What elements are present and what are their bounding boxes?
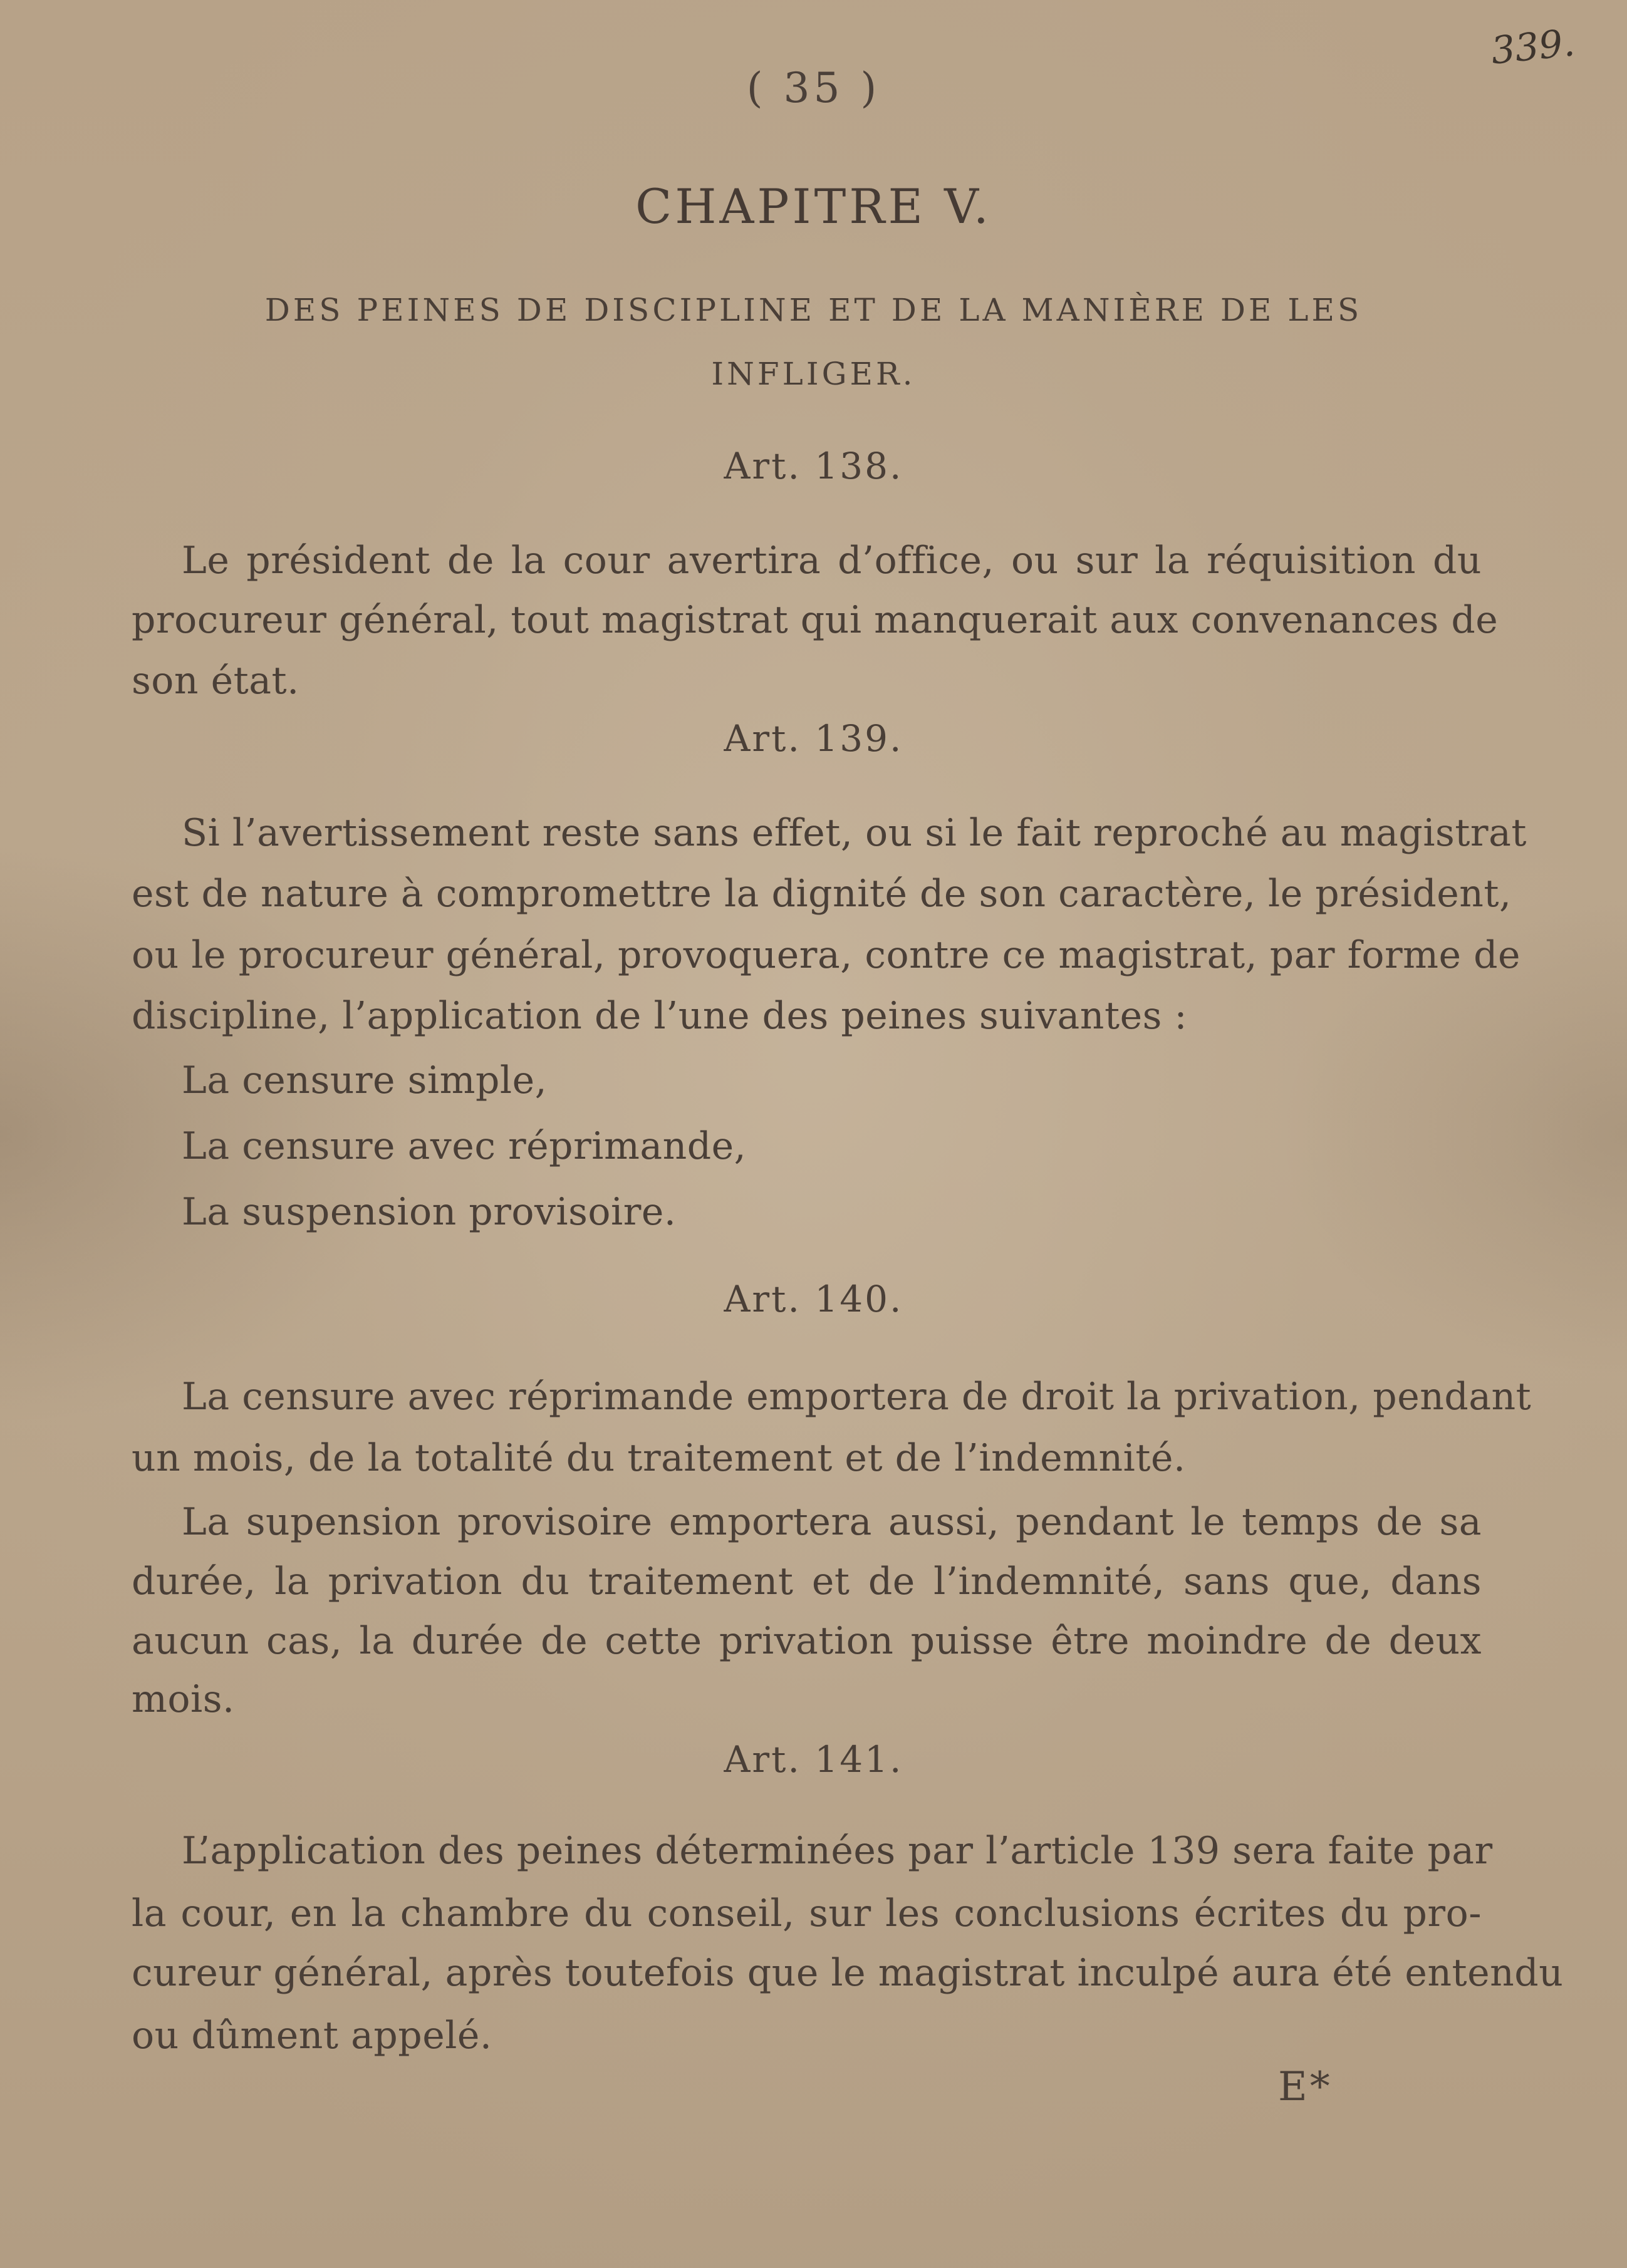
article-text-line: aucun cas, la durée de cette privation puisse être moindre de deux [132,1619,1482,1663]
article-text-line: un mois, de la totalité du traitement et de l’indemnité. [132,1436,1186,1480]
article-text-line: Si l’avertissement reste sans effet, ou si le fait reproché au magistrat [182,811,1527,855]
list-item: La censure avec réprimande, [182,1124,747,1168]
article-label: Art. 138. [724,445,903,487]
article-label: Art. 139. [724,717,903,760]
chapter-title: CHAPITRE V. [635,179,992,234]
handwritten-folio-number: 339. [1489,21,1577,73]
article-text-line: la cour, en la chambre du conseil, sur les conclusions écrites du pro- [132,1892,1482,1935]
chapter-heading-line-1: DES PEINES DE DISCIPLINE ET DE LA MANIÈRE DE LES [264,292,1363,328]
article-text-line: ou le procureur général, provoquera, contre ce magistrat, par forme de [132,933,1521,977]
article-text-line: La supension provisoire emportera aussi, pendant le temps de sa [182,1500,1482,1544]
article-label: Art. 141. [724,1738,903,1781]
article-text-line: cureur général, après toutefois que le magistrat inculpé aura été entendu [132,1951,1564,1995]
article-text-line: L’application des peines déterminées par l’article 139 sera faite par [182,1829,1493,1873]
article-text-line: mois. [132,1677,235,1721]
article-text-line: La censure avec réprimande emportera de droit la privation, pendant [182,1375,1532,1419]
article-text-line: durée, la privation du traitement et de l’indemnité, sans que, dans [132,1560,1482,1603]
article-text-line: Le président de la cour avertira d’office, ou sur la réquisition du [182,539,1482,583]
list-item: La censure simple, [182,1059,548,1102]
article-text-line: procureur général, tout magistrat qui manquerait aux convenances de [132,598,1499,642]
article-text-line: son état. [132,659,299,703]
article-text-line: ou dûment appelé. [132,2014,492,2058]
chapter-heading-line-2: INFLIGER. [711,356,916,392]
list-item: La suspension provisoire. [182,1190,677,1234]
page-number: ( 35 ) [746,64,881,112]
article-label: Art. 140. [724,1278,903,1320]
article-text-line: est de nature à compromettre la dignité de son caractère, le président, [132,872,1512,916]
article-text-line: discipline, l’application de l’une des peines suivantes : [132,994,1188,1038]
signature-mark: E* [1278,2064,1333,2110]
